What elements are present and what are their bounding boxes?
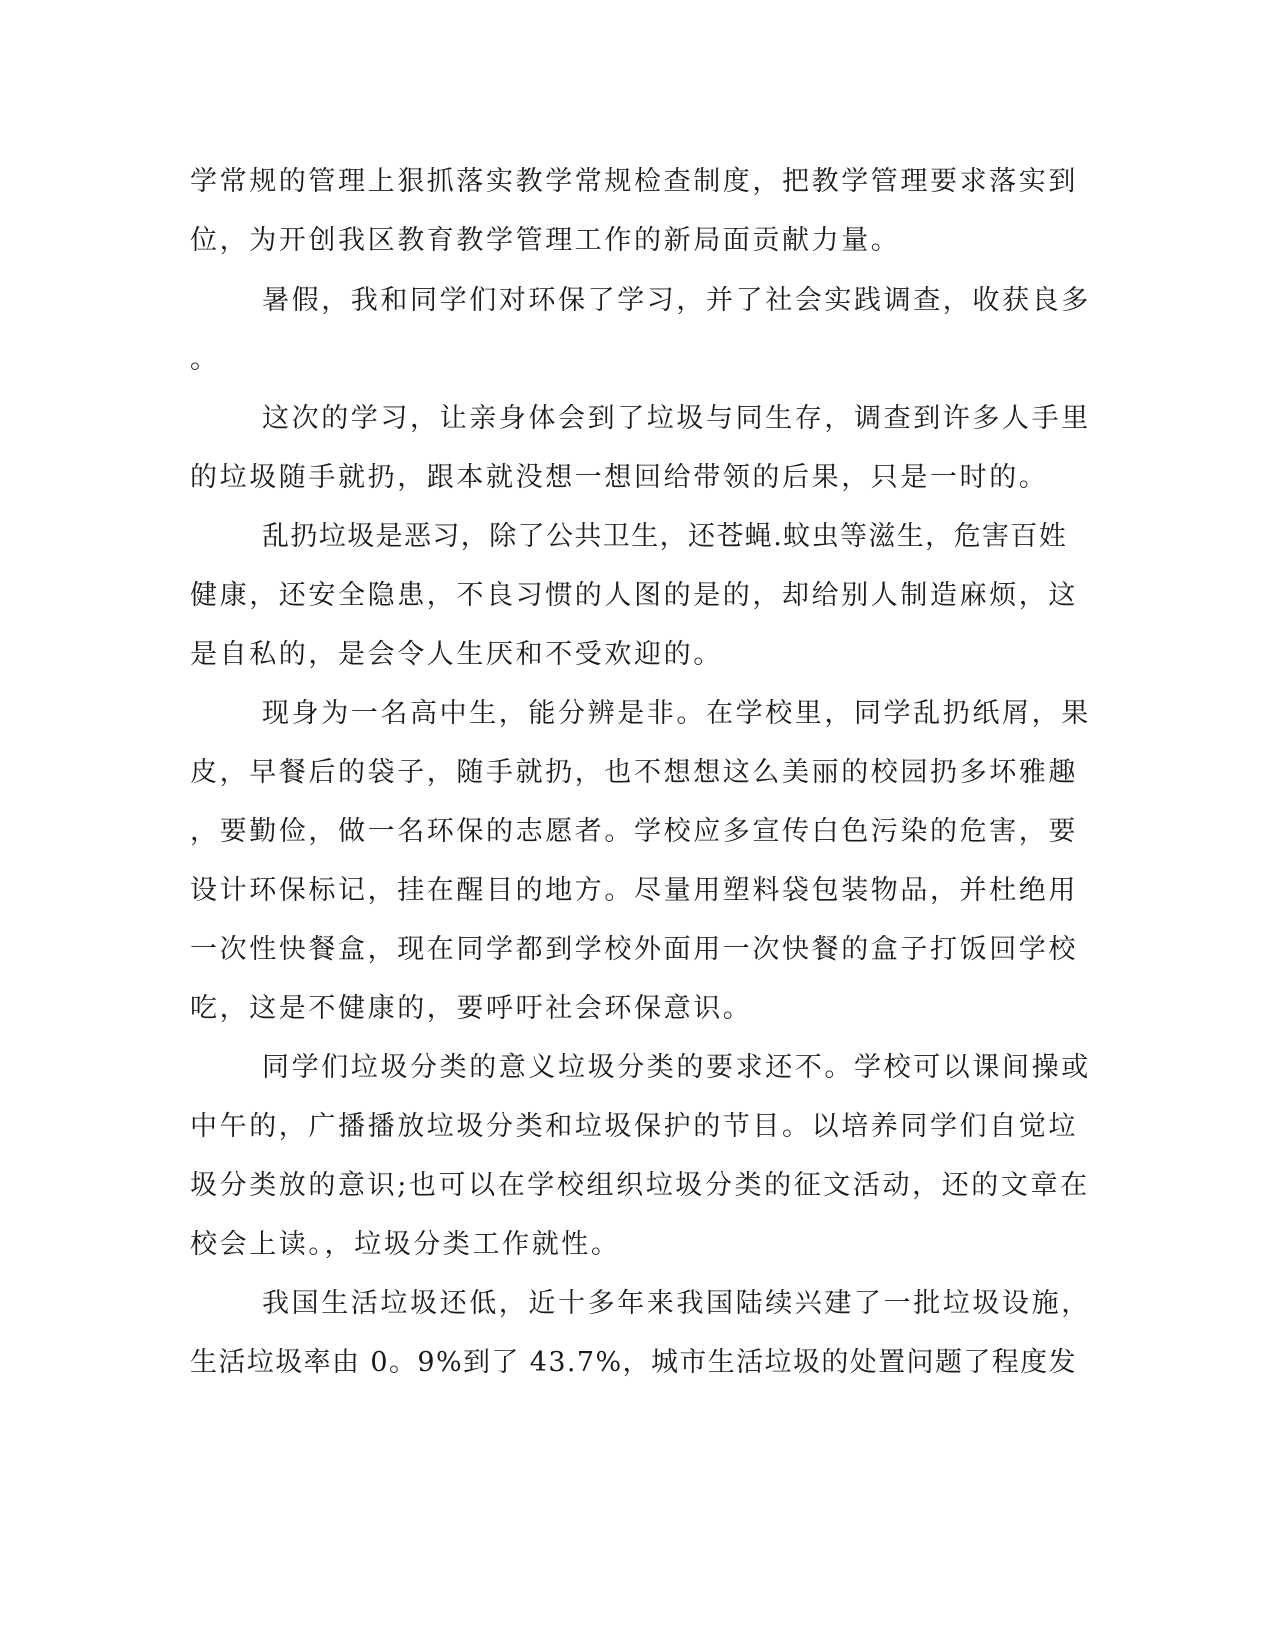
text-line-12: ，要勤俭，做一名环保的志愿者。学校应多宣传白色污染的危害，要 — [190, 816, 1078, 847]
text-line-4: 。 — [190, 344, 220, 375]
text-line-6: 的垃圾随手就扔，跟本就没想一想回给带领的后果，只是一时的。 — [190, 462, 1049, 493]
paragraph-start-line: 暑假，我和同学们对环保了学习，并了社会实践调查，收获良多 — [262, 285, 1091, 316]
paragraph-start-line: 同学们垃圾分类的意义垃圾分类的要求还不。学校可以课间操或 — [262, 1052, 1091, 1083]
text-line-18: 圾分类放的意识;也可以在学校组织垃圾分类的征文活动，还的文章在 — [190, 1170, 1090, 1201]
text-line-17: 中午的，广播播放垃圾分类和垃圾保护的节目。以培养同学们自觉垃 — [190, 1111, 1078, 1142]
paragraph-start-line: 现身为一名高中生，能分辨是非。在学校里，同学乱扔纸屑，果 — [262, 698, 1091, 729]
text-line-2: 位，为开创我区教育教学管理工作的新局面贡献力量。 — [190, 225, 901, 256]
text-line-15: 吃，这是不健康的，要呼吁社会环保意识。 — [190, 993, 753, 1024]
text-line-21: 生活垃圾率由 0。9%到了 43.7%，城市生活垃圾的处置问题了程度发 — [190, 1347, 1077, 1378]
text-line-1: 学常规的管理上狠抓落实教学常规检查制度，把教学管理要求落实到 — [190, 166, 1078, 197]
text-line-19: 校会上读。，垃圾分类工作就性。 — [190, 1229, 621, 1260]
text-line-8: 健康，还安全隐患，不良习惯的人图的是的，却给别人制造麻烦，这 — [190, 580, 1078, 611]
text-line-9: 是自私的，是会令人生厌和不受欢迎的。 — [190, 639, 723, 670]
paragraph-start-line: 乱扔垃圾是恶习，除了公共卫生，还苍蝇.蚊虫等滋生，危害百姓 — [262, 521, 1068, 552]
text-line-13: 设计环保标记，挂在醒目的地方。尽量用塑料袋包装物品，并杜绝用 — [190, 875, 1078, 906]
paragraph-start-line: 我国生活垃圾还低，近十多年来我国陆续兴建了一批垃圾设施， — [262, 1288, 1091, 1319]
paragraph-start-line: 这次的学习，让亲身体会到了垃圾与同生存，调查到许多人手里 — [262, 403, 1091, 434]
text-line-14: 一次性快餐盒，现在同学都到学校外面用一次快餐的盒子打饭回学校 — [190, 934, 1078, 965]
text-line-11: 皮，早餐后的袋子，随手就扔，也不想想这么美丽的校园扔多坏雅趣 — [190, 757, 1078, 788]
